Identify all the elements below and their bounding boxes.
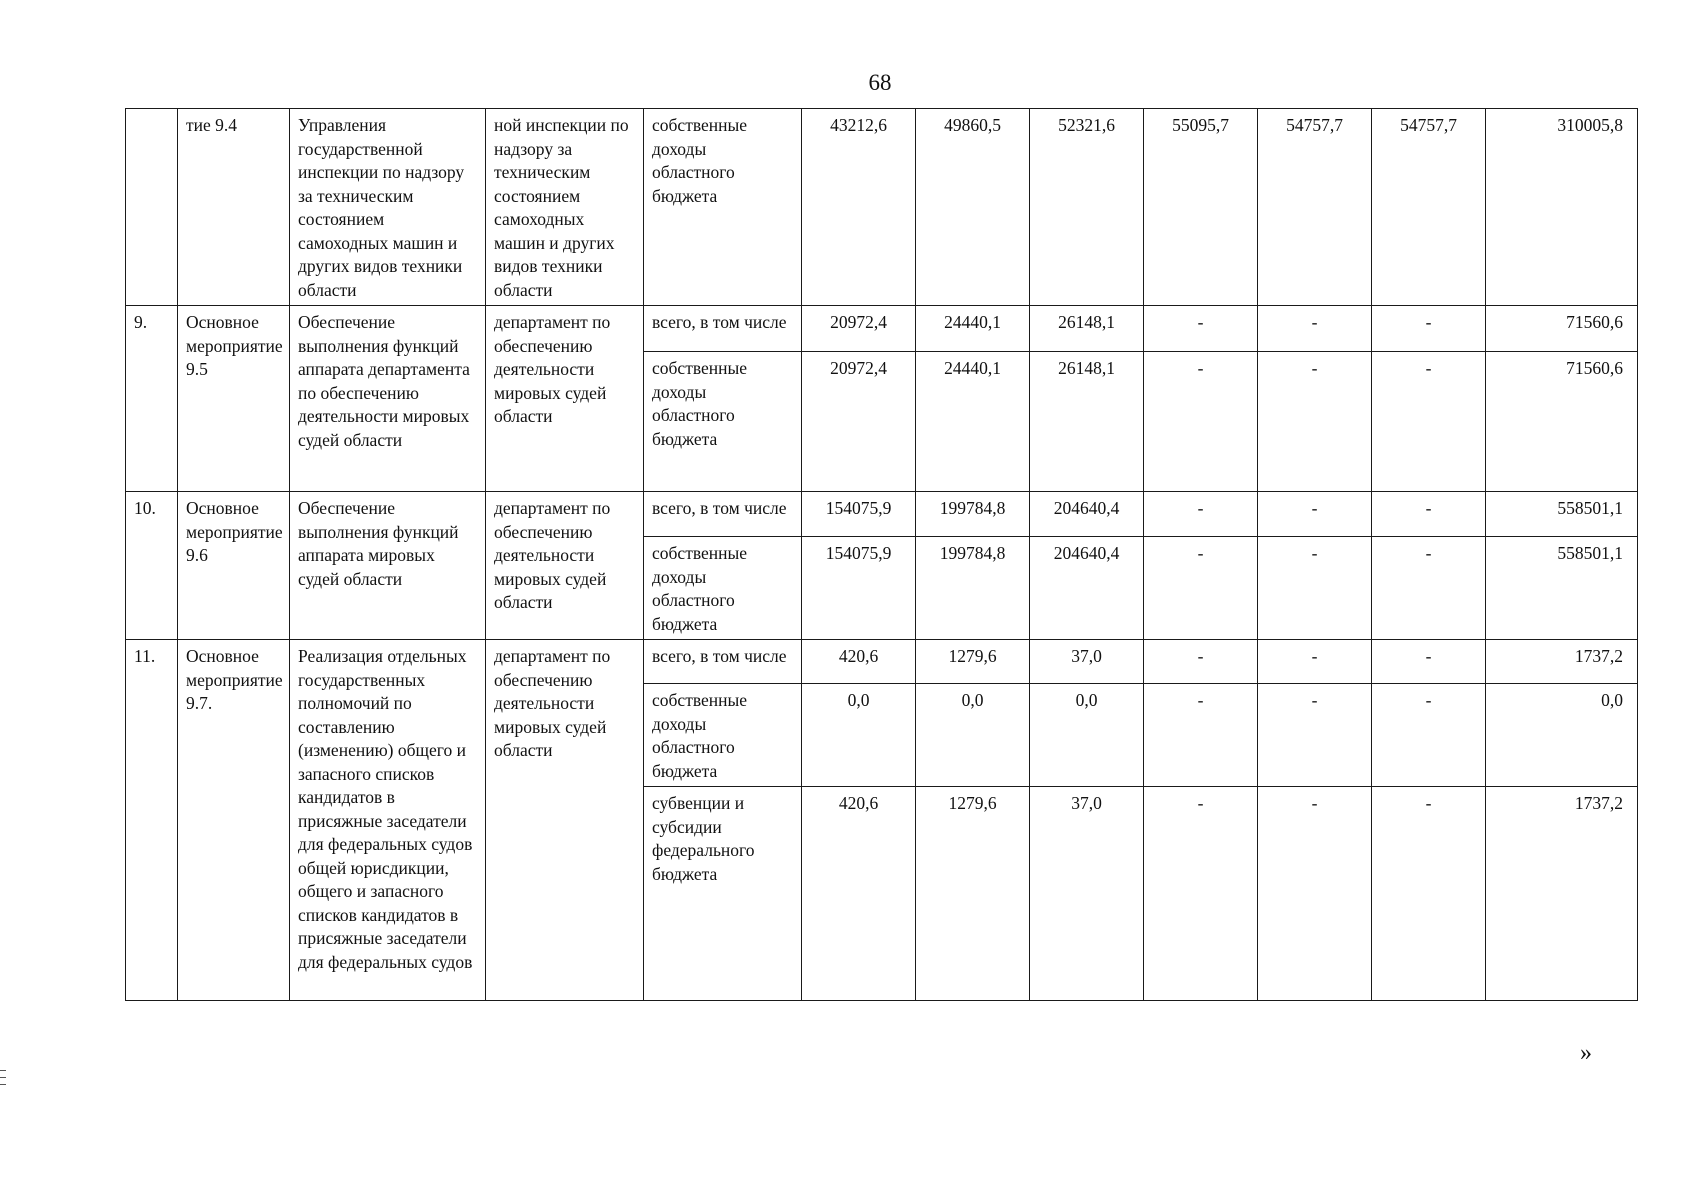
year-value-cell: -: [1258, 537, 1372, 640]
year-value-cell: 0,0: [916, 684, 1030, 787]
year-value-cell: -: [1258, 640, 1372, 684]
event-name-cell: Обеспечение выполнения функций аппарата мировых судей области: [290, 492, 486, 640]
funding-source-cell: собственные доходы областного бюджета: [644, 537, 802, 640]
event-cell: Основное мероприятие 9.5: [178, 306, 290, 492]
margin-ticks: [0, 1070, 6, 1091]
year-value-cell: -: [1372, 306, 1486, 352]
budget-table: [125, 108, 1638, 1001]
year-value-cell: 54757,7: [1372, 109, 1486, 306]
table-body: [126, 109, 1638, 1001]
page-number: 68: [868, 70, 892, 95]
year-value-cell: 37,0: [1030, 640, 1144, 684]
row-number-cell: 9.: [126, 306, 178, 492]
table-row: [126, 109, 1638, 306]
year-value-cell: -: [1258, 492, 1372, 537]
year-value-cell: 24440,1: [916, 306, 1030, 352]
year-value-cell: 154075,9: [802, 537, 916, 640]
year-value-cell: -: [1372, 352, 1486, 492]
table-row: [126, 640, 1638, 684]
year-value-cell: 20972,4: [802, 352, 916, 492]
table-row: [126, 492, 1638, 537]
row-number-cell: [126, 109, 178, 306]
year-value-cell: -: [1372, 537, 1486, 640]
year-value-cell: 199784,8: [916, 492, 1030, 537]
year-value-cell: 37,0: [1030, 787, 1144, 1001]
event-cell: Основное мероприятие 9.7.: [178, 640, 290, 1001]
year-value-cell: -: [1258, 306, 1372, 352]
event-cell: Основное мероприятие 9.6: [178, 492, 290, 640]
year-value-cell: -: [1144, 787, 1258, 1001]
row-number-cell: 11.: [126, 640, 178, 1001]
year-value-cell: 54757,7: [1258, 109, 1372, 306]
continuation-mark: »: [1580, 1040, 1592, 1066]
year-value-cell: -: [1144, 640, 1258, 684]
year-value-cell: 26148,1: [1030, 306, 1144, 352]
year-value-cell: -: [1144, 306, 1258, 352]
year-value-cell: -: [1144, 492, 1258, 537]
year-value-cell: -: [1372, 787, 1486, 1001]
year-value-cell: -: [1372, 492, 1486, 537]
year-value-cell: 0,0: [1030, 684, 1144, 787]
year-value-cell: -: [1372, 640, 1486, 684]
year-value-cell: 55095,7: [1144, 109, 1258, 306]
executor-cell: департамент по обеспечению деятельности мировых судей области: [486, 640, 644, 1001]
year-value-cell: -: [1258, 352, 1372, 492]
year-value-cell: 204640,4: [1030, 492, 1144, 537]
funding-source-cell: всего, в том числе: [644, 492, 802, 537]
year-value-cell: -: [1144, 352, 1258, 492]
year-value-cell: 24440,1: [916, 352, 1030, 492]
year-value-cell: 420,6: [802, 640, 916, 684]
total-cell: 71560,6: [1486, 306, 1638, 352]
year-value-cell: 420,6: [802, 787, 916, 1001]
event-name-cell: Управления государственной инспекции по надзору за техническим состоянием самоходных машин и других видов техники области: [290, 109, 486, 306]
funding-source-cell: собственные доходы областного бюджета: [644, 109, 802, 306]
funding-source-cell: собственные доходы областного бюджета: [644, 352, 802, 492]
table-row: [126, 306, 1638, 352]
year-value-cell: -: [1372, 684, 1486, 787]
executor-cell: ной инспекции по надзору за техническим состоянием самоходных машин и других видов техники области: [486, 109, 644, 306]
total-cell: 558501,1: [1486, 492, 1638, 537]
year-value-cell: 43212,6: [802, 109, 916, 306]
year-value-cell: 20972,4: [802, 306, 916, 352]
year-value-cell: 49860,5: [916, 109, 1030, 306]
funding-source-cell: собственные доходы областного бюджета: [644, 684, 802, 787]
year-value-cell: 1279,6: [916, 640, 1030, 684]
total-cell: 310005,8: [1486, 109, 1638, 306]
total-cell: 0,0: [1486, 684, 1638, 787]
funding-source-cell: всего, в том числе: [644, 306, 802, 352]
event-cell: тие 9.4: [178, 109, 290, 306]
total-cell: 1737,2: [1486, 640, 1638, 684]
year-value-cell: 1279,6: [916, 787, 1030, 1001]
year-value-cell: 26148,1: [1030, 352, 1144, 492]
year-value-cell: -: [1144, 537, 1258, 640]
total-cell: 71560,6: [1486, 352, 1638, 492]
year-value-cell: 204640,4: [1030, 537, 1144, 640]
year-value-cell: 52321,6: [1030, 109, 1144, 306]
total-cell: 558501,1: [1486, 537, 1638, 640]
year-value-cell: 199784,8: [916, 537, 1030, 640]
event-name-cell: Обеспечение выполнения функций аппарата департамента по обеспечению деятельности мировых судей области: [290, 306, 486, 492]
total-cell: 1737,2: [1486, 787, 1638, 1001]
year-value-cell: -: [1258, 787, 1372, 1001]
row-number-cell: 10.: [126, 492, 178, 640]
executor-cell: департамент по обеспечению деятельности мировых судей области: [486, 492, 644, 640]
event-name-cell: Реализация отдельных государственных полномочий по составлению (изменению) общего и запасного списков кандидатов в присяжные заседатели для федеральных судов общей юрисдикции, общего и запасного списков кандидатов в присяжные заседатели для федеральных судов: [290, 640, 486, 1001]
funding-source-cell: всего, в том числе: [644, 640, 802, 684]
year-value-cell: -: [1258, 684, 1372, 787]
year-value-cell: 154075,9: [802, 492, 916, 537]
executor-cell: департамент по обеспечению деятельности мировых судей области: [486, 306, 644, 492]
year-value-cell: -: [1144, 684, 1258, 787]
year-value-cell: 0,0: [802, 684, 916, 787]
funding-source-cell: субвенции и субсидии федерального бюджета: [644, 787, 802, 1001]
